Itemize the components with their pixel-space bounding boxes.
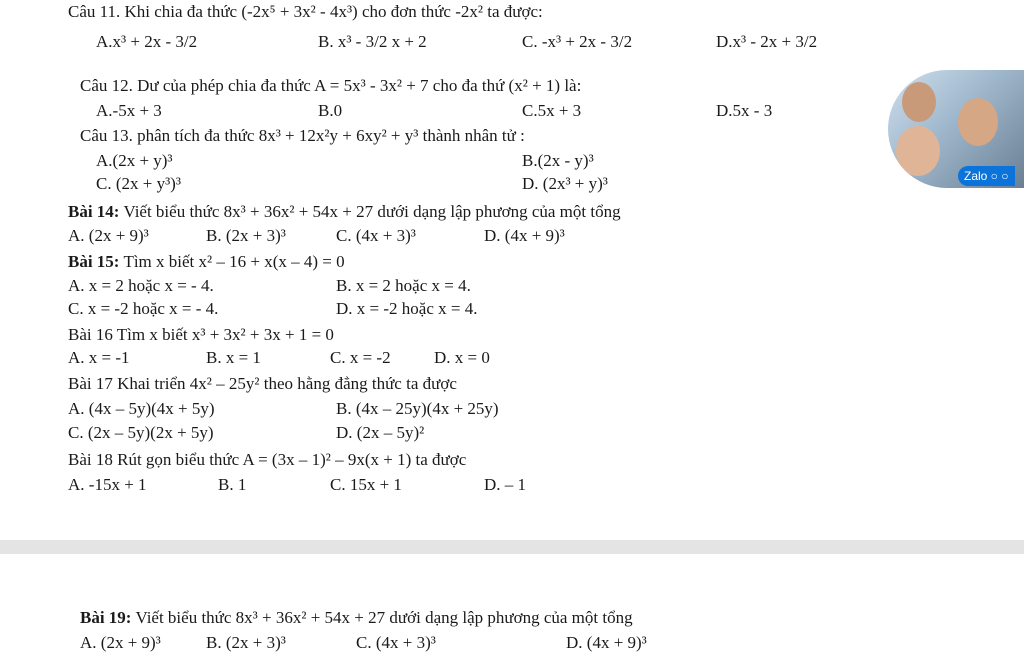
- q11-title: Câu 11. Khi chia đa thức (-2x⁵ + 3x² - 4x³) cho đơn thức -2x² ta được:: [68, 2, 543, 21]
- b17-option-c: C. (2x – 5y)(2x + 5y): [68, 423, 214, 442]
- b16-option-c: C. x = -2: [330, 348, 391, 367]
- b18-option-c: C. 15x + 1: [330, 475, 402, 494]
- b17-option-d: D. (2x – 5y)²: [336, 423, 425, 442]
- b17-title: Bài 17 Khai triển 4x² – 25y² theo hằng đẳng thức ta được: [68, 374, 457, 393]
- b14-option-b: B. (2x + 3)³: [206, 226, 286, 245]
- zalo-label: Zalo ○ ○: [958, 166, 1015, 186]
- page-divider: [0, 540, 1024, 554]
- b19-option-a: A. (2x + 9)³: [80, 633, 161, 652]
- q12-title: Câu 12. Dư của phép chia đa thức A = 5x³ - 3x² + 7 cho đa thứ (x² + 1) là:: [80, 76, 582, 95]
- b15-option-d: D. x = -2 hoặc x = 4.: [336, 299, 478, 318]
- b15-option-c: C. x = -2 hoặc x = - 4.: [68, 299, 219, 318]
- q13-title: Câu 13. phân tích đa thức 8x³ + 12x²y + 6xy² + y³ thành nhân tử :: [80, 126, 525, 145]
- b15-option-b: B. x = 2 hoặc x = 4.: [336, 276, 471, 295]
- person-avatar: [896, 126, 940, 176]
- q13-option-a: A.(2x + y)³: [96, 151, 173, 170]
- b19-option-c: C. (4x + 3)³: [356, 633, 436, 652]
- b19-option-d: D. (4x + 9)³: [566, 633, 647, 652]
- q12-option-c: C.5x + 3: [522, 101, 582, 120]
- b14-option-d: D. (4x + 9)³: [484, 226, 565, 245]
- b17-option-a: A. (4x – 5y)(4x + 5y): [68, 399, 215, 418]
- b18-option-d: D. – 1: [484, 475, 527, 494]
- q11-option-d: D.x³ - 2x + 3/2: [716, 32, 818, 51]
- b19-option-b: B. (2x + 3)³: [206, 633, 286, 652]
- person-avatar: [902, 82, 936, 122]
- q13-option-b: B.(2x - y)³: [522, 151, 594, 170]
- b15-option-a: A. x = 2 hoặc x = - 4.: [68, 276, 214, 295]
- q12-option-b: B.0: [318, 101, 343, 120]
- b16-option-b: B. x = 1: [206, 348, 261, 367]
- b18-title: Bài 18 Rút gọn biểu thức A = (3x – 1)² – 9x(x + 1) ta được: [68, 450, 467, 469]
- q11-option-c: C. -x³ + 2x - 3/2: [522, 32, 633, 51]
- b15-title: Bài 15: Tìm x biết x² – 16 + x(x – 4) = 0: [68, 252, 345, 271]
- b16-title: Bài 16 Tìm x biết x³ + 3x² + 3x + 1 = 0: [68, 325, 334, 344]
- b19-title: Bài 19: Viết biểu thức 8x³ + 36x² + 54x + 27 dưới dạng lập phương của một tổng: [80, 608, 633, 627]
- b14-option-c: C. (4x + 3)³: [336, 226, 416, 245]
- q12-option-d: D.5x - 3: [716, 101, 773, 120]
- q13-option-d: D. (2x³ + y)³: [522, 174, 608, 193]
- b18-option-b: B. 1: [218, 475, 247, 494]
- q13-option-c: C. (2x + y³)³: [96, 174, 181, 193]
- b16-option-d: D. x = 0: [434, 348, 490, 367]
- b17-option-b: B. (4x – 25y)(4x + 25y): [336, 399, 499, 418]
- b18-option-a: A. -15x + 1: [68, 475, 147, 494]
- b14-option-a: A. (2x + 9)³: [68, 226, 149, 245]
- q12-option-a: A.-5x + 3: [96, 101, 162, 120]
- person-avatar: [958, 98, 998, 146]
- b14-title: Bài 14: Viết biểu thức 8x³ + 36x² + 54x + 27 dưới dạng lập phương của một tổng: [68, 202, 621, 221]
- b16-option-a: A. x = -1: [68, 348, 130, 367]
- q11-option-a: A.x³ + 2x - 3/2: [96, 32, 198, 51]
- q11-option-b: B. x³ - 3/2 x + 2: [318, 32, 427, 51]
